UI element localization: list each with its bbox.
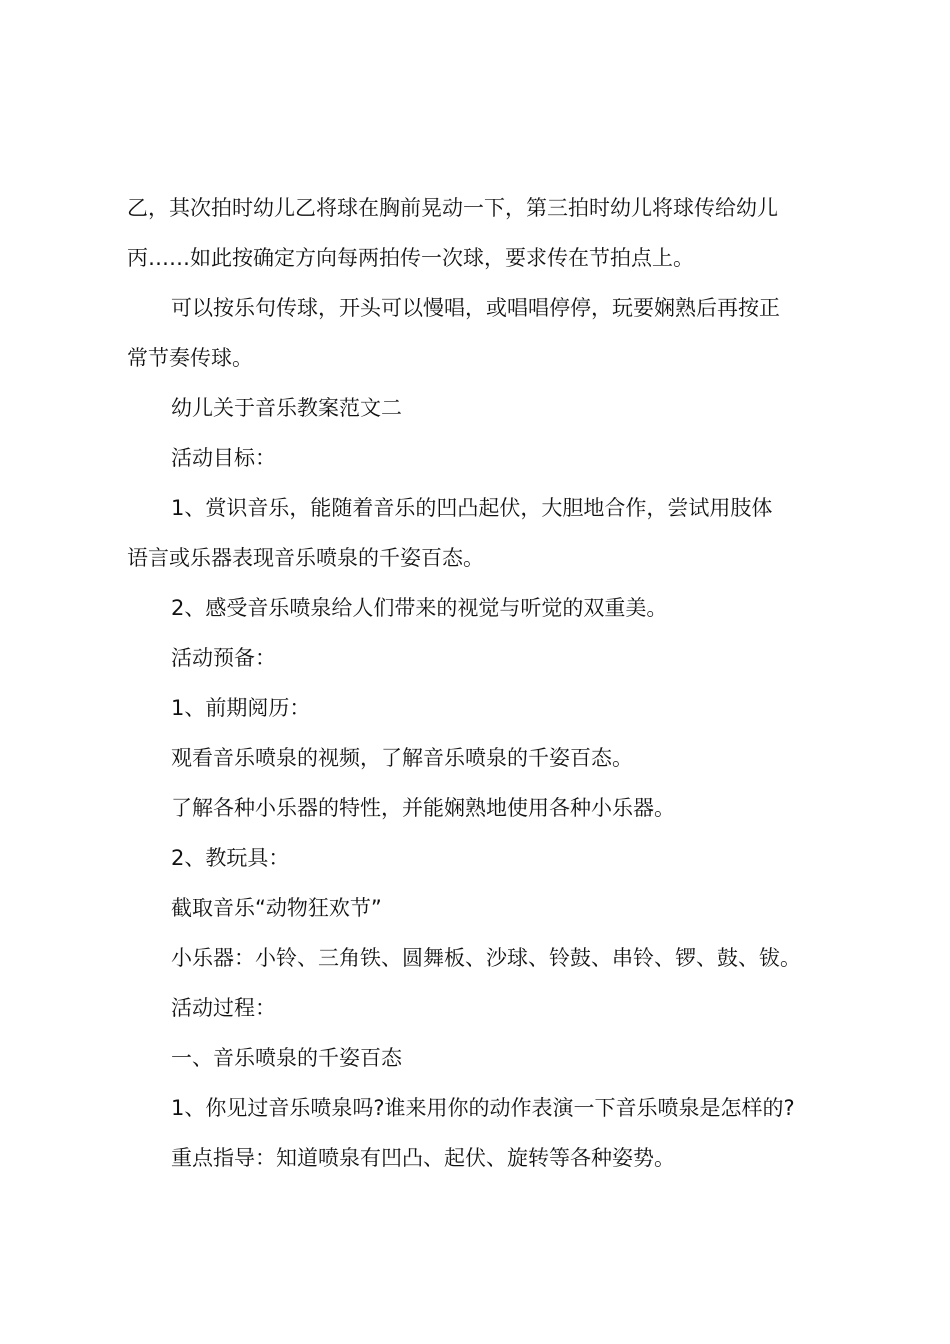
paragraph-rhythm-line-2: 常节奏传球。 — [127, 346, 253, 370]
goal-2: 2、感受音乐喷泉给人们带来的视觉与听觉的双重美。 — [171, 596, 668, 620]
heading-activity-preparation: 活动预备： — [171, 646, 276, 670]
prep-experience-detail-1: 观看音乐喷泉的视频，了解音乐喷泉的千姿百态。 — [171, 746, 633, 770]
heading-activity-process: 活动过程： — [171, 996, 276, 1020]
goal-1-line-2: 语言或乐器表现音乐喷泉的千姿百态。 — [127, 546, 484, 570]
prep-toys-music: 截取音乐“动物狂欢节” — [171, 896, 382, 920]
document-body — [127, 183, 837, 1183]
prep-item-toys: 2、教玩具： — [171, 846, 290, 870]
paragraph-continuation-line-1: 乙，其次拍时幼儿乙将球在胸前晃动一下，第三拍时幼儿将球传给幼儿 — [127, 196, 778, 220]
process-key-guidance: 重点指导：知道喷泉有凹凸、起伏、旋转等各种姿势。 — [171, 1146, 675, 1170]
paragraph-rhythm-line-1: 可以按乐句传球，开头可以慢唱，或唱唱停停，玩要娴熟后再按正 — [171, 296, 780, 320]
goal-1-line-1: 1、赏识音乐，能随着音乐的凹凸起伏，大胆地合作，尝试用肢体 — [171, 496, 773, 520]
prep-toys-instruments: 小乐器：小铃、三角铁、圆舞板、沙球、铃鼓、串铃、锣、鼓、钹。 — [171, 946, 801, 970]
process-part-1-title: 一、音乐喷泉的千姿百态 — [171, 1046, 402, 1070]
paragraph-continuation-line-2: 丙……如此按确定方向每两拍传一次球，要求传在节拍点上。 — [127, 246, 694, 270]
process-step-1: 1、你见过音乐喷泉吗?谁来用你的动作表演一下音乐喷泉是怎样的? — [171, 1096, 795, 1120]
prep-experience-detail-2: 了解各种小乐器的特性，并能娴熟地使用各种小乐器。 — [171, 796, 675, 820]
prep-item-experience: 1、前期阅历： — [171, 696, 311, 720]
heading-activity-goals: 活动目标： — [171, 446, 276, 470]
section-title: 幼儿关于音乐教案范文二 — [171, 396, 402, 420]
